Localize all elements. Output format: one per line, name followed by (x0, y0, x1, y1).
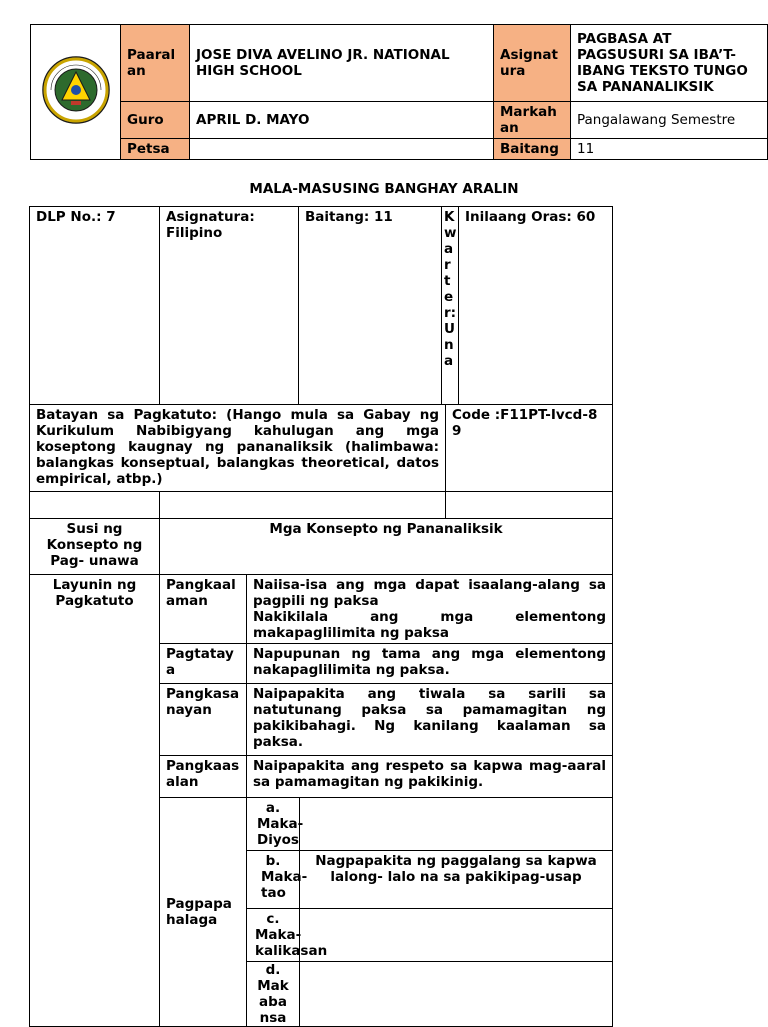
domain-label: Pangkaasalan (160, 756, 247, 798)
domain-text: Naipapakita ang tiwala sa sarili sa natutunang paksa sa pamamagitan ng pakikibahagi. Ng kanilang kaalaman sa paksa. (247, 684, 613, 756)
baitang-info: Baitang: 11 (299, 207, 442, 405)
value-label: d. Makabansa (247, 962, 300, 1027)
kwarter-info: Kwarter: Una (442, 207, 459, 405)
dlp-number: DLP No.: 7 (30, 207, 160, 405)
domain-text-line: Nakikilala ang mga elementong makapaglilimita ng paksa (253, 609, 607, 641)
empty-cell (160, 492, 446, 519)
paaralan-label: Paaralan (121, 25, 190, 102)
empty-cell (446, 492, 613, 519)
domain-label: Pangkaalaman (160, 575, 247, 644)
value-text (300, 798, 613, 851)
domain-label: Pagtataya (160, 644, 247, 684)
domain-text (247, 575, 613, 644)
value-text (300, 909, 613, 962)
pagpapahalaga-label: Pagpapahalaga (160, 798, 247, 1027)
inilaang-oras: Inilaang Oras: 60 (459, 207, 613, 405)
asignatura-value: PAGBASA AT PAGSUSURI SA IBA’T-IBANG TEKSTO TUNGO SA PANANALIKSIK (571, 25, 768, 102)
header-table (30, 24, 768, 160)
susi-value: Mga Konsepto ng Pananaliksik (160, 519, 613, 575)
value-text: Nagpapakita ng paggalang sa kapwa lalong- lalo na sa pakikipag-usap (300, 851, 613, 909)
markahan-label: Markahan (494, 102, 571, 139)
school-seal-icon (41, 55, 111, 125)
layunin-label: Layunin ng Pagkatuto (30, 575, 160, 1027)
guro-label: Guro (121, 102, 190, 139)
value-label: b. Maka-tao (247, 851, 300, 909)
domain-text-line: Naiisa-isa ang mga dapat isaalang-alang sa pagpili ng paksa (253, 577, 607, 609)
code-info: Code :F11PT-Ivcd-89 (446, 405, 613, 492)
value-label: a. Maka-Diyos (247, 798, 300, 851)
baitang-label: Baitang (494, 139, 571, 160)
baitang-value: 11 (571, 139, 768, 160)
petsa-value (190, 139, 494, 160)
asignatura-filipino: Asignatura: Filipino (160, 207, 299, 405)
batayan-sa-pagkatuto: Batayan sa Pagkatuto: (Hango mula sa Gabay ng Kurikulum Nabibigyang kahulugan ang mga koseptong kaugnay ng pananaliksik (halimbawa: balangkas konseptual, balangkas theoretical, datos empirical, atbp.) (30, 405, 446, 492)
petsa-label: Petsa (121, 139, 190, 160)
value-text (300, 962, 613, 1027)
domain-label: Pangkasanayan (160, 684, 247, 756)
document-title: MALA-MASUSING BANGHAY ARALIN (249, 181, 519, 197)
asignatura-label: Asignatura (494, 25, 571, 102)
empty-cell (30, 492, 160, 519)
value-label: c. Maka-kalikasan (247, 909, 300, 962)
domain-text: Naipapakita ang respeto sa kapwa mag-aaral sa pamamagitan ng pakikinig. (247, 756, 613, 798)
school-logo-cell (31, 25, 121, 160)
guro-value: APRIL D. MAYO (190, 102, 494, 139)
domain-text: Napupunan ng tama ang mga elementong nakapaglilimita ng paksa. (247, 644, 613, 684)
susi-label: Susi ng Konsepto ng Pag- unawa (30, 519, 160, 575)
lesson-plan-table (29, 206, 613, 1027)
paaralan-value: JOSE DIVA AVELINO JR. NATIONAL HIGH SCHOOL (190, 25, 494, 102)
markahan-value: Pangalawang Semestre (571, 102, 768, 139)
